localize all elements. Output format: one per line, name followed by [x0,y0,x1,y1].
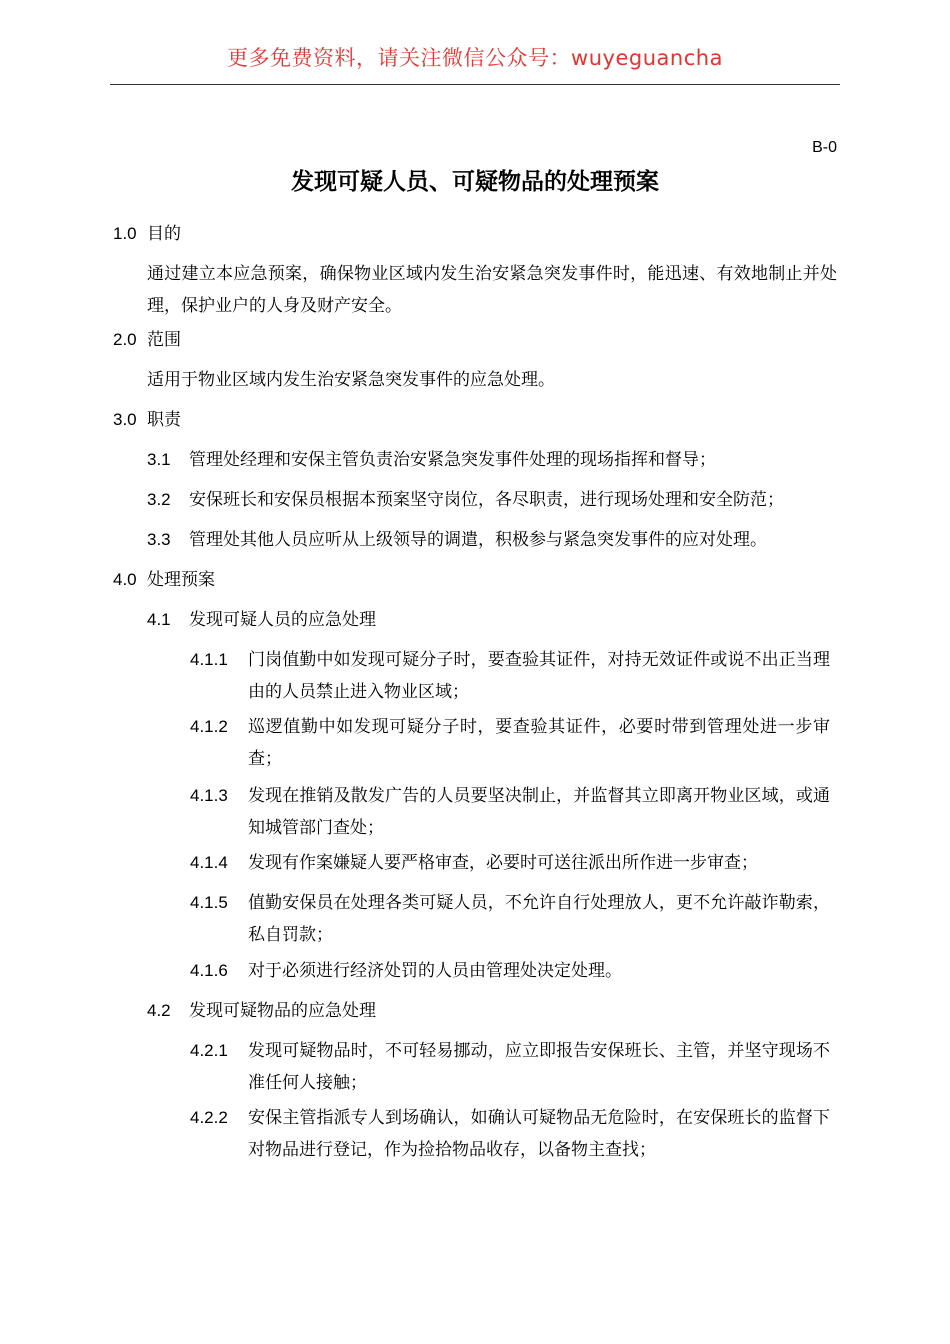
item-number: 3.2 [147,490,171,509]
list-item-text: 发现可疑物品时，不可轻易挪动，应立即报告安保班长、主管，并坚守现场不准任何人接触； [248,1041,830,1093]
list-item [147,490,784,510]
list-item-text: 巡逻值勤中如发现可疑分子时，要查验其证件，必要时带到管理处进一步审查； [248,717,830,769]
section-title: 处理预案 [147,570,215,590]
section-heading [113,410,181,430]
list-item-text: 门岗值勤中如发现可疑分子时，要查验其证件，对持无效证件或说不出正当理由的人员禁止进入物业区域； [248,650,830,702]
item-number: 4.1.1 [190,650,228,669]
list-item-text: 对于必须进行经济处罚的人员由管理处决定处理。 [248,961,622,981]
item-number: 3.1 [147,450,171,469]
section-body: 通过建立本应急预案，确保物业区域内发生治安紧急突发事件时，能迅速、有效地制止并处理，保护业户的人身及财产安全。 [147,264,837,316]
item-text: 管理处其他人员应听从上级领导的调遣，积极参与紧急突发事件的应对处理。 [189,530,767,550]
list-item-number [190,853,248,873]
list-item-number [190,717,248,737]
item-number: 4.1.2 [190,717,228,736]
list-item [147,530,767,550]
promo-banner: 更多免费资料，请关注微信公众号：wuyeguancha [227,46,723,70]
item-number: 4.1.5 [190,893,228,912]
item-text: 安保班长和安保员根据本预案坚守岗位，各尽职责，进行现场处理和安全防范； [189,490,784,510]
subsection-heading [147,610,376,630]
list-item-number [190,1041,248,1061]
item-number: 3.3 [147,530,171,549]
section-heading [113,224,181,244]
list-item-number [190,650,248,670]
list-item [147,450,716,470]
item-number: 4.1.6 [190,961,228,980]
section-title: 职责 [147,410,181,430]
item-number: 4.1.3 [190,786,228,805]
item-number: 4.2.1 [190,1041,228,1060]
section-title: 目的 [147,224,181,244]
header-rule [110,84,840,85]
section-heading [113,330,181,350]
subsection-title: 发现可疑物品的应急处理 [189,1001,376,1021]
section-heading [113,570,215,590]
section-number: 3.0 [113,410,137,429]
list-item-number [190,893,248,913]
section-number: 4.0 [113,570,137,589]
subsection-heading [147,1001,376,1021]
list-item-text: 发现在推销及散发广告的人员要坚决制止，并监督其立即离开物业区域，或通知城管部门查处； [248,786,830,838]
list-item-text: 安保主管指派专人到场确认，如确认可疑物品无危险时，在安保班长的监督下对物品进行登记，作为捡拾物品收存，以备物主查找； [248,1108,830,1160]
item-text: 管理处经理和安保主管负责治安紧急突发事件处理的现场指挥和督导； [189,450,716,470]
list-item-text: 发现有作案嫌疑人要严格审查，必要时可送往派出所作进一步审查； [248,853,758,873]
section-number: 1.0 [113,224,137,243]
list-item-number [190,786,248,806]
page-title: 发现可疑人员、可疑物品的处理预案 [291,169,659,195]
item-number: 4.1.4 [190,853,228,872]
subsection-number: 4.2 [147,1001,171,1020]
list-item-text: 值勤安保员在处理各类可疑人员，不允许自行处理放人，更不允许敲诈勒索，私自罚款； [248,893,830,945]
section-title: 范围 [147,330,181,350]
item-number: 4.2.2 [190,1108,228,1127]
section-body: 适用于物业区域内发生治安紧急突发事件的应急处理。 [147,370,555,390]
document-number: B-0 [812,139,837,156]
list-item-number [190,1108,248,1128]
list-item-number [190,961,248,981]
subsection-title: 发现可疑人员的应急处理 [189,610,376,630]
section-number: 2.0 [113,330,137,349]
subsection-number: 4.1 [147,610,171,629]
